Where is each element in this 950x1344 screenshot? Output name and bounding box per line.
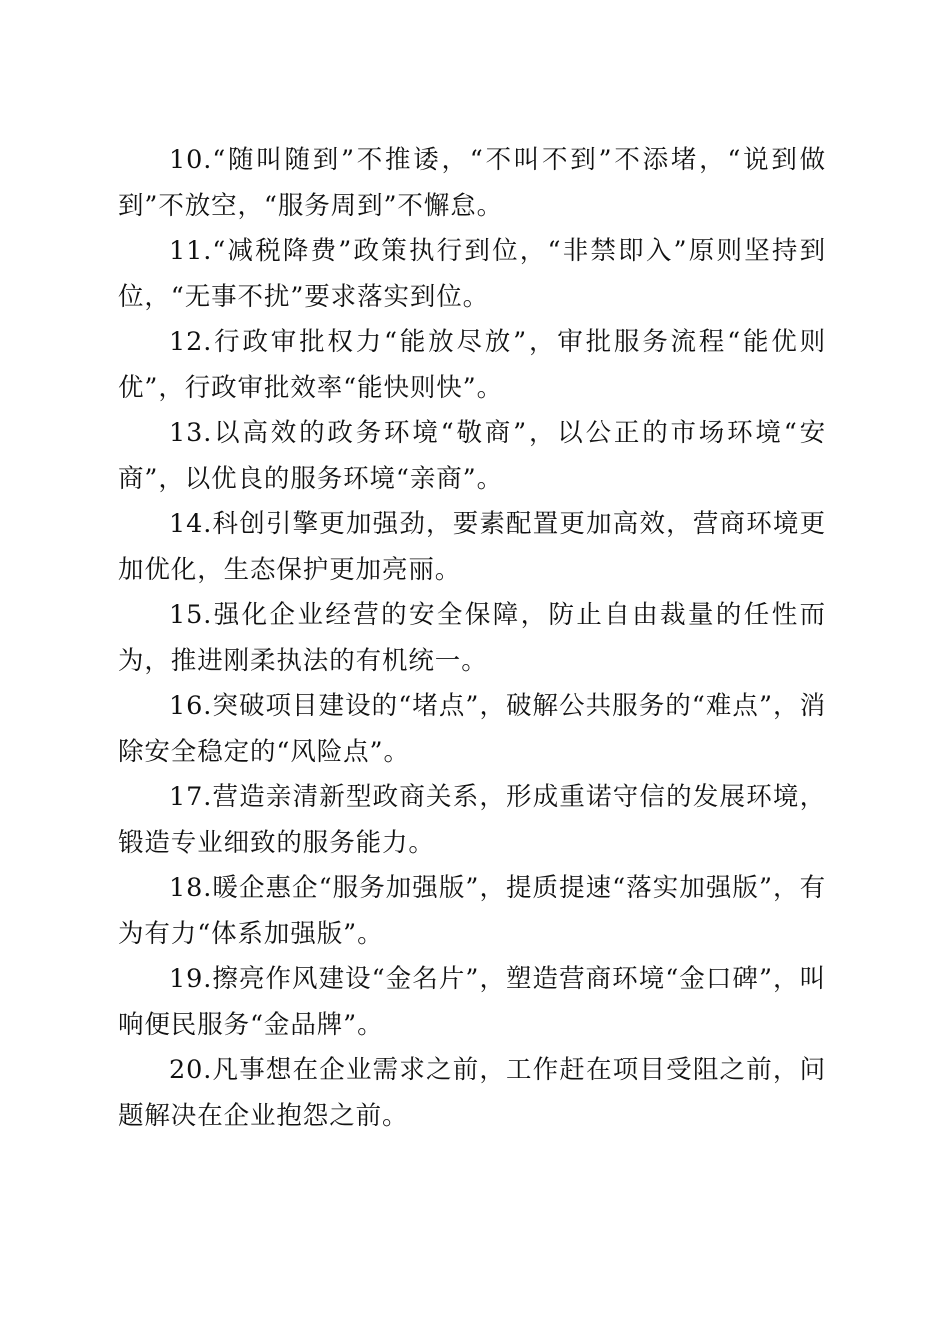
- paragraph-14: 14.科创引擎更加强劲，要素配置更加高效，营商环境更加优化，生态保护更加亮丽。: [118, 509, 826, 585]
- paragraph-19: 19.擦亮作风建设“金名片”，塑造营商环境“金口碑”，叫响便民服务“金品牌”。: [118, 964, 826, 1040]
- paragraph-12: 12.行政审批权力“能放尽放”，审批服务流程“能优则优”，行政审批效率“能快则快”。: [118, 327, 826, 403]
- paragraph-13: 13.以高效的政务环境“敬商”，以公正的市场环境“安商”，以优良的服务环境“亲商”。: [118, 418, 826, 494]
- paragraph-18: 18.暖企惠企“服务加强版”，提质提速“落实加强版”，有为有力“体系加强版”。: [118, 873, 826, 949]
- paragraph-16: 16.突破项目建设的“堵点”，破解公共服务的“难点”，消除安全稳定的“风险点”。: [118, 691, 826, 767]
- paragraph-15: 15.强化企业经营的安全保障，防止自由裁量的任性而为，推进刚柔执法的有机统一。: [118, 600, 826, 676]
- document-body: [118, 138, 826, 1139]
- paragraph-11: 11.“减税降费”政策执行到位，“非禁即入”原则坚持到位，“无事不扰”要求落实到位。: [118, 236, 826, 312]
- paragraph-10: 10.“随叫随到”不推诿，“不叫不到”不添堵，“说到做到”不放空，“服务周到”不懈怠。: [118, 145, 826, 221]
- paragraph-17: 17.营造亲清新型政商关系，形成重诺守信的发展环境，锻造专业细致的服务能力。: [118, 782, 826, 858]
- paragraph-20: 20.凡事想在企业需求之前，工作赶在项目受阻之前，问题解决在企业抱怨之前。: [118, 1055, 826, 1131]
